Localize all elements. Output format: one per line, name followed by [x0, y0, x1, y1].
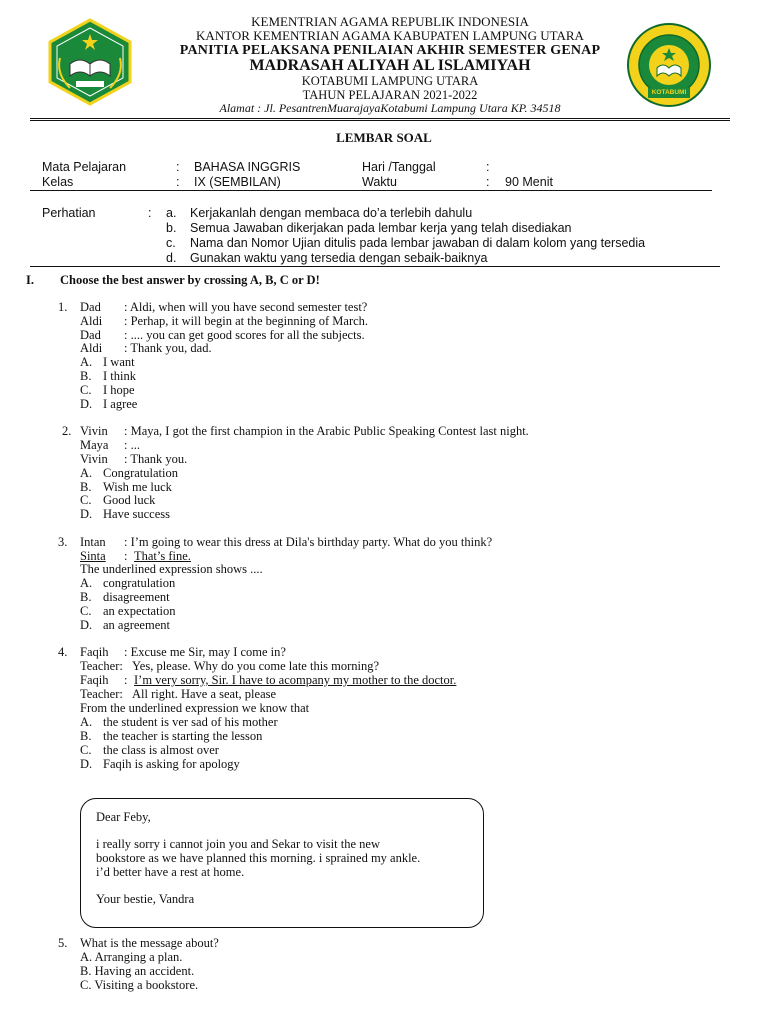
- speaker-colon: :: [124, 549, 128, 563]
- option-letter[interactable]: C.: [80, 743, 92, 757]
- attention-text: Nama dan Nomor Ujian ditulis pada lembar jawaban di dalam kolom yang tersedia: [190, 236, 646, 250]
- option-letter[interactable]: A.: [80, 355, 93, 369]
- option-text[interactable]: congratulation: [103, 576, 176, 590]
- header-line-6: TAHUN PELAJARAN 2021-2022: [302, 88, 478, 102]
- attention-letter: a.: [166, 206, 177, 220]
- option-letter[interactable]: A.: [80, 715, 93, 729]
- class-value: IX (SEMBILAN): [194, 175, 281, 189]
- option-text[interactable]: an expectation: [103, 604, 176, 618]
- question-number: 5.: [58, 936, 68, 950]
- question-number: 2.: [62, 424, 72, 438]
- speaker: Dad: [80, 328, 101, 342]
- dialog-text: : Aldi, when will you have second semester test?: [124, 300, 368, 314]
- dialog-text: : I’m going to wear this dress at Dila's birthday party. What do you think?: [124, 535, 493, 549]
- option-letter[interactable]: D.: [80, 507, 93, 521]
- section-number: I.: [26, 273, 34, 287]
- option-text[interactable]: the student is ver sad of his mother: [103, 715, 278, 729]
- attention-label: Perhatian: [42, 206, 96, 220]
- dialog-text: : Thank you.: [124, 452, 188, 466]
- logo-right: [626, 22, 712, 108]
- question-prompt: From the underlined expression we know that: [80, 701, 310, 715]
- option-letter[interactable]: A.: [80, 576, 93, 590]
- header-address: Alamat : Jl. PesantrenMuarajayaKotabumi Lampung Utara KP. 34518: [219, 101, 561, 115]
- underlined-expression: I’m very sorry, Sir. I have to acompany my mother to the doctor.: [134, 673, 457, 687]
- class-colon: :: [176, 175, 180, 189]
- attention-letter: d.: [166, 251, 177, 265]
- question-prompt: The underlined expression shows ....: [80, 562, 263, 576]
- header-divider: [30, 118, 730, 121]
- letter-body-line: i really sorry i cannot join you and Sekar to visit the new: [96, 837, 380, 851]
- speaker: Aldi: [80, 314, 103, 328]
- speaker: Intan: [80, 535, 106, 549]
- logo-left: [46, 18, 134, 106]
- time-colon: :: [486, 175, 490, 189]
- dialog-text: : .... you can get good scores for all the subjects.: [124, 328, 365, 342]
- option-text[interactable]: an agreement: [103, 618, 170, 632]
- time-value: 90 Menit: [505, 175, 553, 189]
- speaker: Faqih: [80, 673, 109, 687]
- option-text[interactable]: Faqih is asking for apology: [103, 757, 240, 771]
- underlined-expression: That’s fine.: [134, 549, 191, 563]
- dialog-text: : Maya, I got the first champion in the Arabic Public Speaking Contest last night.: [124, 424, 529, 438]
- option-text[interactable]: I agree: [103, 397, 138, 411]
- option-letter[interactable]: B.: [80, 369, 92, 383]
- speaker-colon: :: [124, 673, 128, 687]
- speaker: Vivin: [80, 424, 108, 438]
- attention-divider: [30, 266, 720, 267]
- dialog-text: All right. Have a seat, please: [132, 687, 277, 701]
- header-line-3: PANITIA PELAKSANA PENILAIAN AKHIR SEMESTER GENAP: [179, 43, 601, 58]
- option-letter[interactable]: C.: [80, 604, 92, 618]
- option-letter[interactable]: D.: [80, 757, 93, 771]
- attention-colon: :: [148, 206, 152, 220]
- option-text[interactable]: Congratulation: [103, 466, 178, 480]
- option[interactable]: A. Arranging a plan.: [80, 950, 183, 964]
- subject-label: Mata Pelajaran: [42, 160, 127, 174]
- option-text[interactable]: I want: [103, 355, 135, 369]
- question-number: 3.: [58, 535, 68, 549]
- option-letter[interactable]: C.: [80, 493, 92, 507]
- option-text[interactable]: Have success: [103, 507, 170, 521]
- time-label: Waktu: [362, 175, 397, 189]
- header-line-2: KANTOR KEMENTRIAN AGAMA KABUPATEN LAMPUNG UTARA: [196, 28, 584, 43]
- option-letter[interactable]: B.: [80, 590, 92, 604]
- option-letter[interactable]: D.: [80, 618, 93, 632]
- letter-greeting: Dear Feby,: [96, 810, 151, 824]
- dialog-text: : ...: [124, 438, 140, 452]
- section-title: Choose the best answer by crossing A, B, C or D!: [60, 273, 320, 287]
- question-number: 1.: [58, 300, 68, 314]
- option-text[interactable]: the teacher is starting the lesson: [103, 729, 263, 743]
- option-text[interactable]: I hope: [103, 383, 135, 397]
- question-number: 4.: [58, 645, 68, 659]
- attention-text: Semua Jawaban dikerjakan pada lembar kerja yang telah disediakan: [190, 221, 572, 235]
- question-text: What is the message about?: [80, 936, 219, 950]
- option-text[interactable]: I think: [103, 369, 136, 383]
- option-letter[interactable]: B.: [80, 729, 92, 743]
- speaker: Sinta: [80, 549, 106, 563]
- dialog-text: Yes, please. Why do you come late this morning?: [132, 659, 380, 673]
- letter-closing: Your bestie, Vandra: [96, 892, 195, 906]
- day-label: Hari /Tanggal: [362, 160, 436, 174]
- speaker: Vivin: [80, 452, 108, 466]
- option-text[interactable]: Good luck: [103, 493, 156, 507]
- letter-body-line: i’d better have a rest at home.: [96, 865, 245, 879]
- subject-value: BAHASA INGGRIS: [194, 160, 301, 174]
- option-text[interactable]: the class is almost over: [103, 743, 219, 757]
- speaker: Faqih: [80, 645, 109, 659]
- option-letter[interactable]: C.: [80, 383, 92, 397]
- speaker: Maya: [80, 438, 109, 452]
- option-letter[interactable]: A.: [80, 466, 93, 480]
- info-divider: [30, 190, 712, 191]
- option[interactable]: C. Visiting a bookstore.: [80, 978, 199, 992]
- attention-letter: c.: [166, 236, 176, 250]
- option-text[interactable]: Wish me luck: [103, 480, 172, 494]
- speaker: Teacher:: [80, 659, 123, 673]
- option-letter[interactable]: D.: [80, 397, 93, 411]
- dialog-text: : Excuse me Sir, may I come in?: [124, 645, 286, 659]
- option-text[interactable]: disagreement: [103, 590, 170, 604]
- speaker: Aldi: [80, 341, 103, 355]
- header-school-name: MADRASAH ALIYAH AL ISLAMIYAH: [249, 57, 531, 74]
- class-label: Kelas: [42, 175, 74, 189]
- attention-text: Kerjakanlah dengan membaca do’a terlebih dahulu: [190, 206, 473, 220]
- dialog-text: : Perhap, it will begin at the beginning of March.: [124, 314, 369, 328]
- speaker: Dad: [80, 300, 101, 314]
- option-letter[interactable]: B.: [80, 480, 92, 494]
- subject-colon: :: [176, 160, 180, 174]
- speaker: Teacher:: [80, 687, 123, 701]
- attention-text: Gunakan waktu yang tersedia dengan sebaik-baiknya: [190, 251, 488, 265]
- ministry-emblem-icon: [46, 18, 134, 106]
- header-line-5: KOTABUMI LAMPUNG UTARA: [301, 74, 479, 88]
- option[interactable]: B. Having an accident.: [80, 964, 195, 978]
- attention-letter: b.: [166, 221, 177, 235]
- logo-right-caption: KOTABUMI: [651, 89, 687, 96]
- header-line-1: KEMENTRIAN AGAMA REPUBLIK INDONESIA: [251, 14, 529, 29]
- letter-body-line: bookstore as we have planned this morning. i sprained my ankle.: [96, 851, 421, 865]
- day-colon: :: [486, 160, 490, 174]
- dialog-text: : Thank you, dad.: [124, 341, 212, 355]
- sheet-title: LEMBAR SOAL: [336, 130, 432, 145]
